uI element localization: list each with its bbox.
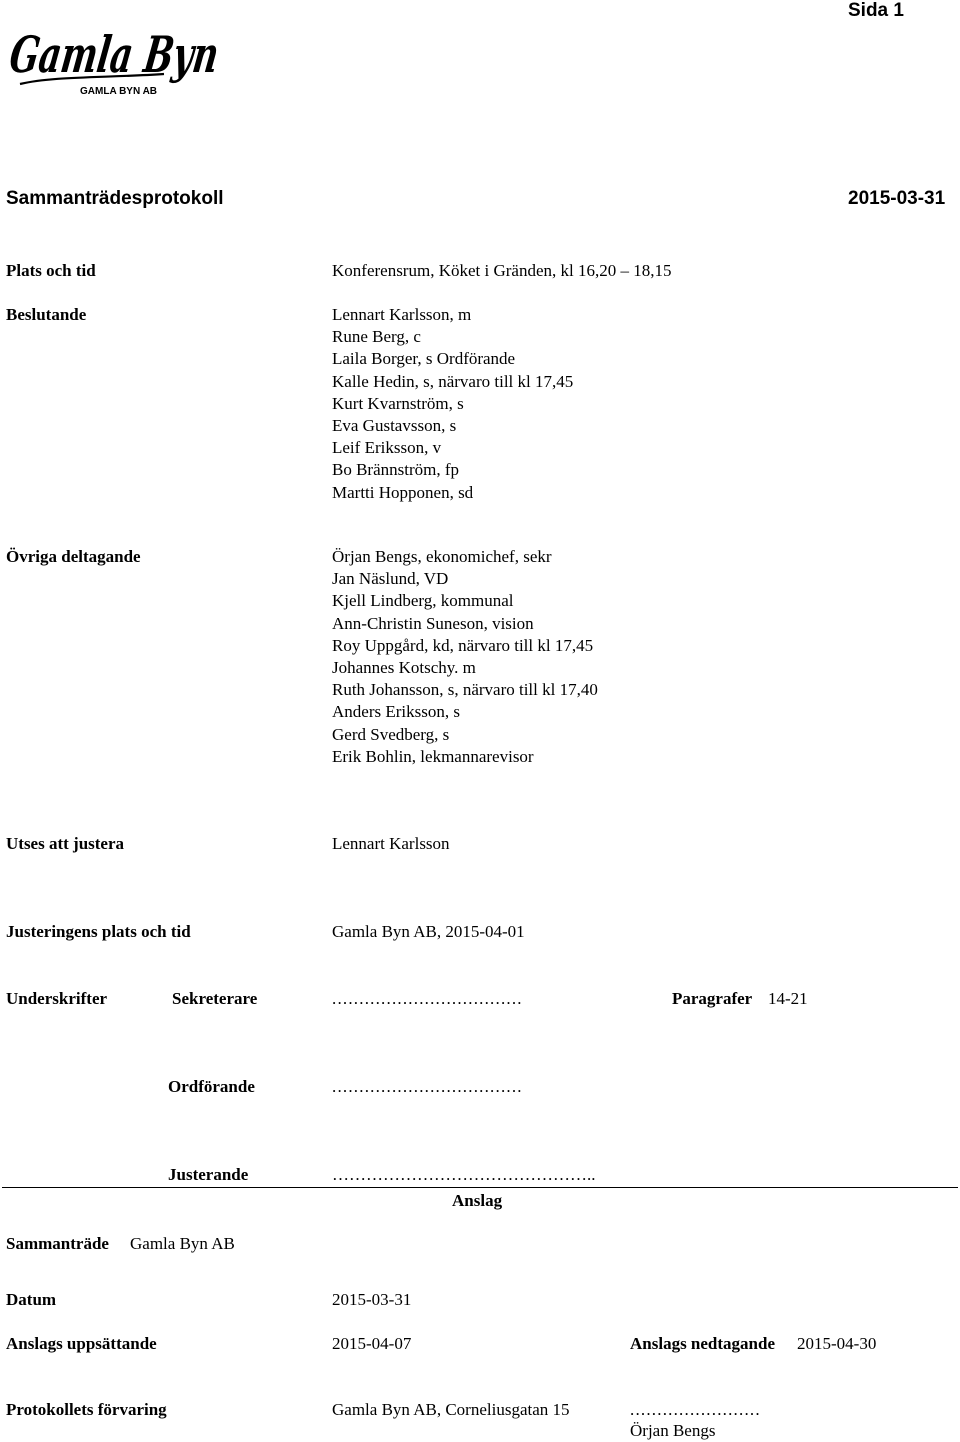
notice-removed-label: Anslags nedtagande <box>630 1334 776 1353</box>
list-item: Gerd Svedberg, s <box>332 724 450 744</box>
list-item: Jan Näslund, VD <box>332 569 449 589</box>
adjuster-value: Lennart Karlsson <box>332 834 450 853</box>
secretary-label: Sekreterare <box>172 989 258 1008</box>
list-item: Leif Eriksson, v <box>332 438 442 458</box>
gamla-byn-logo <box>6 14 319 98</box>
document-title: Sammanträdesprotokoll <box>6 188 224 209</box>
list-item: Lennart Karlsson, m <box>332 305 472 324</box>
notice-posted-label: Anslags uppsättande <box>6 1334 157 1353</box>
paragraphs-label: Paragrafer <box>672 989 753 1008</box>
notice-removed-value: 2015-04-30 <box>797 1334 877 1353</box>
place-time-label: Plats och tid <box>6 261 96 280</box>
svg-text:Gamla Byn: Gamla Byn <box>6 25 319 84</box>
list-item: Martti Hopponen, sd <box>332 482 474 502</box>
adjust-place-value: Gamla Byn AB, 2015-04-01 <box>332 922 525 941</box>
list-item: Johannes Kotschy. m <box>332 658 476 678</box>
notice-date-label: Datum <box>6 1290 57 1309</box>
list-item: Kalle Hedin, s, närvaro till kl 17,45 <box>332 371 574 391</box>
section-divider <box>2 1187 958 1188</box>
storage-value: Gamla Byn AB, Corneliusgatan 15 <box>332 1400 570 1419</box>
list-item: Örjan Bengs, ekonomichef, sekr <box>332 547 552 566</box>
adjuster-label: Utses att justera <box>6 834 125 853</box>
list-item: Bo Brännström, fp <box>332 460 460 480</box>
adjuster-signature-line: ……………………………………….. <box>332 1165 596 1184</box>
storage-signature-line: ........................ <box>630 1400 761 1419</box>
notice-meeting-value: Gamla Byn AB <box>130 1234 235 1253</box>
others-label: Övriga deltagande <box>6 547 141 566</box>
list-item: Roy Uppgård, kd, närvaro till kl 17,45 <box>332 635 594 655</box>
svg-text:GAMLA BYN AB: GAMLA BYN AB <box>80 86 158 97</box>
others-list <box>332 546 598 768</box>
list-item: Anders Eriksson, s <box>332 702 460 722</box>
list-item: Kurt Kvarnström, s <box>332 393 464 413</box>
notice-date-value: 2015-03-31 <box>332 1290 412 1309</box>
secretary-signature-line: ................................... <box>332 989 523 1008</box>
adjust-place-label: Justeringens plats och tid <box>6 922 191 941</box>
deciding-list <box>332 304 573 504</box>
paragraphs-value: 14-21 <box>768 989 808 1008</box>
adjuster-sign-label: Justerande <box>168 1165 249 1184</box>
page-number: Sida 1 <box>848 0 904 21</box>
list-item: Eva Gustavsson, s <box>332 416 457 436</box>
storage-signer: Örjan Bengs <box>630 1421 716 1440</box>
notice-meeting-label: Sammanträde <box>6 1234 109 1253</box>
list-item: Erik Bohlin, lekmannarevisor <box>332 746 534 766</box>
chair-label: Ordförande <box>168 1077 255 1096</box>
notice-title: Anslag <box>452 1191 503 1210</box>
place-time-value: Konferensrum, Köket i Gränden, kl 16,20 – 18,15 <box>332 261 672 280</box>
list-item: Rune Berg, c <box>332 327 421 347</box>
chair-signature-line: ................................... <box>332 1077 523 1096</box>
signatures-label: Underskrifter <box>6 989 108 1008</box>
list-item: Laila Borger, s Ordförande <box>332 349 516 369</box>
notice-posted-value: 2015-04-07 <box>332 1334 412 1353</box>
list-item: Kjell Lindberg, kommunal <box>332 591 514 611</box>
list-item: Ann-Christin Suneson, vision <box>332 613 534 633</box>
list-item: Ruth Johansson, s, närvaro till kl 17,40 <box>332 680 598 700</box>
storage-label: Protokollets förvaring <box>6 1400 167 1419</box>
deciding-label: Beslutande <box>6 305 87 324</box>
document-date: 2015-03-31 <box>848 188 946 209</box>
